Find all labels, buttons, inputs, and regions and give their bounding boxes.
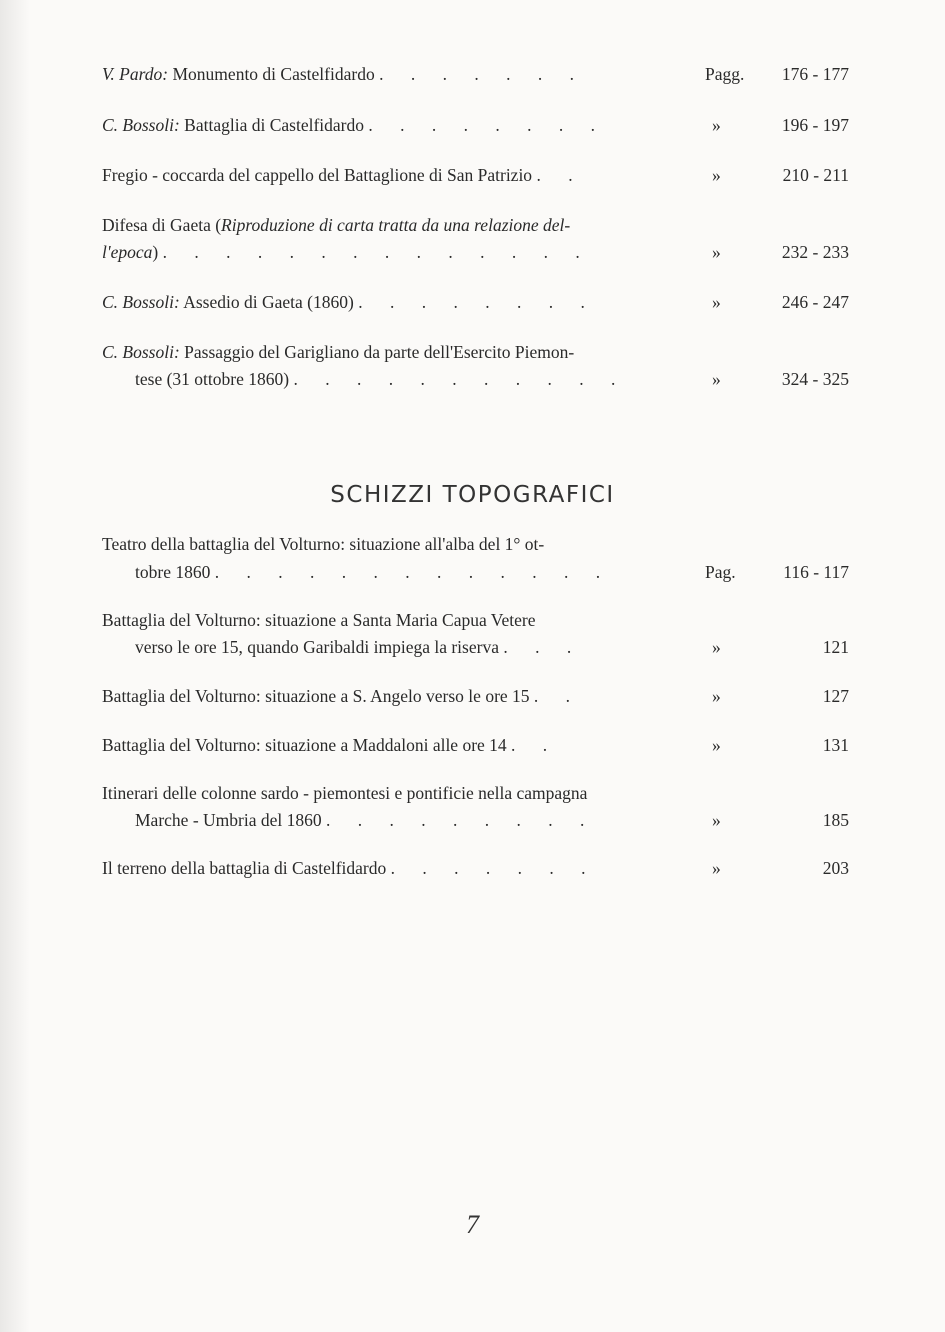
toc-title: tobre 1860 bbox=[135, 562, 211, 582]
toc-title: Difesa di Gaeta ( bbox=[102, 215, 222, 235]
toc-author: V. Pardo: bbox=[102, 64, 169, 84]
toc-pag-label: » bbox=[712, 858, 721, 878]
toc-page-range: 176 - 177 bbox=[781, 64, 849, 84]
toc-leader: . . . . . . . . . bbox=[325, 810, 596, 830]
toc-title-italic: l'epoca bbox=[102, 242, 153, 262]
toc-title: Assedio di Gaeta (1860) bbox=[183, 292, 354, 312]
toc-title: Fregio - coccarda del cappello del Battaglione di San Patrizio bbox=[102, 165, 533, 185]
toc-title: ) bbox=[152, 242, 159, 262]
toc-title: Marche - Umbria del 1860 bbox=[135, 810, 322, 830]
toc-pag-label: » bbox=[712, 242, 721, 262]
toc-title: tese (31 ottobre 1860) bbox=[135, 369, 290, 389]
toc-leader: . . . . . . . . bbox=[358, 292, 597, 312]
toc-leader: . . . . . . . . . . . . . bbox=[214, 562, 612, 582]
toc-pag-label: » bbox=[712, 115, 721, 135]
toc-leader: . . . . . . . bbox=[390, 858, 598, 878]
toc-leader: . . bbox=[533, 686, 582, 706]
toc-title: Teatro della battaglia del Volturno: situazione all'alba del 1° ot- bbox=[102, 534, 545, 554]
toc-title: Battaglia di Castelfidardo bbox=[184, 115, 364, 135]
toc-leader: . . . . . . . . . . . bbox=[293, 369, 627, 389]
toc-page-range: 131 bbox=[822, 735, 849, 755]
toc-page-range: 127 bbox=[822, 686, 849, 706]
toc-leader: . . bbox=[536, 165, 585, 185]
toc-pag-label: » bbox=[712, 735, 721, 755]
toc-title: Passaggio del Garigliano da parte dell'Esercito Piemon- bbox=[184, 342, 575, 362]
page-number: 7 bbox=[466, 1210, 479, 1239]
toc-page-range: 232 - 233 bbox=[781, 242, 849, 262]
toc-title: Itinerari delle colonne sardo - piemontesi e pontificie nella campagna bbox=[102, 783, 588, 803]
toc-pag-label: » bbox=[712, 686, 721, 706]
toc-leader: . . . bbox=[503, 637, 583, 657]
toc-page-range: 203 bbox=[822, 858, 849, 878]
toc-page-range: 324 - 325 bbox=[781, 369, 849, 389]
toc-page-range: 121 bbox=[822, 637, 849, 657]
toc-author: C. Bossoli: bbox=[102, 292, 180, 312]
toc-page-range: 116 - 117 bbox=[783, 562, 849, 582]
toc-pag-label: » bbox=[712, 292, 721, 312]
toc-leader: . . . . . . . . . . . . . . bbox=[162, 242, 592, 262]
toc-pag-label: » bbox=[712, 637, 721, 657]
toc-title: verso le ore 15, quando Garibaldi impiega la riserva bbox=[135, 637, 499, 657]
toc-leader: . . bbox=[511, 735, 559, 755]
toc-pag-label: » bbox=[712, 165, 721, 185]
toc-page-range: 185 bbox=[822, 810, 849, 830]
toc-title: Monumento di Castelfidardo bbox=[172, 64, 375, 84]
toc-leader: . . . . . . . bbox=[379, 64, 586, 84]
toc-page-range: 210 - 211 bbox=[782, 165, 849, 185]
toc-pag-label: » bbox=[712, 810, 721, 830]
toc-pag-label: » bbox=[712, 369, 721, 389]
toc-author: C. Bossoli: bbox=[102, 342, 180, 362]
toc-title-italic: Riproduzione di carta tratta da una relazione del- bbox=[221, 215, 571, 235]
toc-page-range: 196 - 197 bbox=[781, 115, 849, 135]
toc-author: C. Bossoli: bbox=[102, 115, 180, 135]
toc-pag-label: Pagg. bbox=[705, 64, 745, 84]
toc-page-range: 246 - 247 bbox=[781, 292, 849, 312]
toc-title: Il terreno della battaglia di Castelfidardo bbox=[102, 858, 387, 878]
toc-title: Battaglia del Volturno: situazione a S. Angelo verso le ore 15 bbox=[102, 686, 530, 706]
scan-shadow bbox=[0, 0, 30, 1332]
toc-pag-label: Pag. bbox=[705, 562, 736, 582]
section-heading: SCHIZZI TOPOGRAFICI bbox=[330, 482, 615, 508]
toc-leader: . . . . . . . . bbox=[368, 115, 607, 135]
toc-title: Battaglia del Volturno: situazione a Santa Maria Capua Vetere bbox=[102, 610, 536, 630]
toc-title: Battaglia del Volturno: situazione a Maddaloni alle ore 14 bbox=[102, 735, 507, 755]
